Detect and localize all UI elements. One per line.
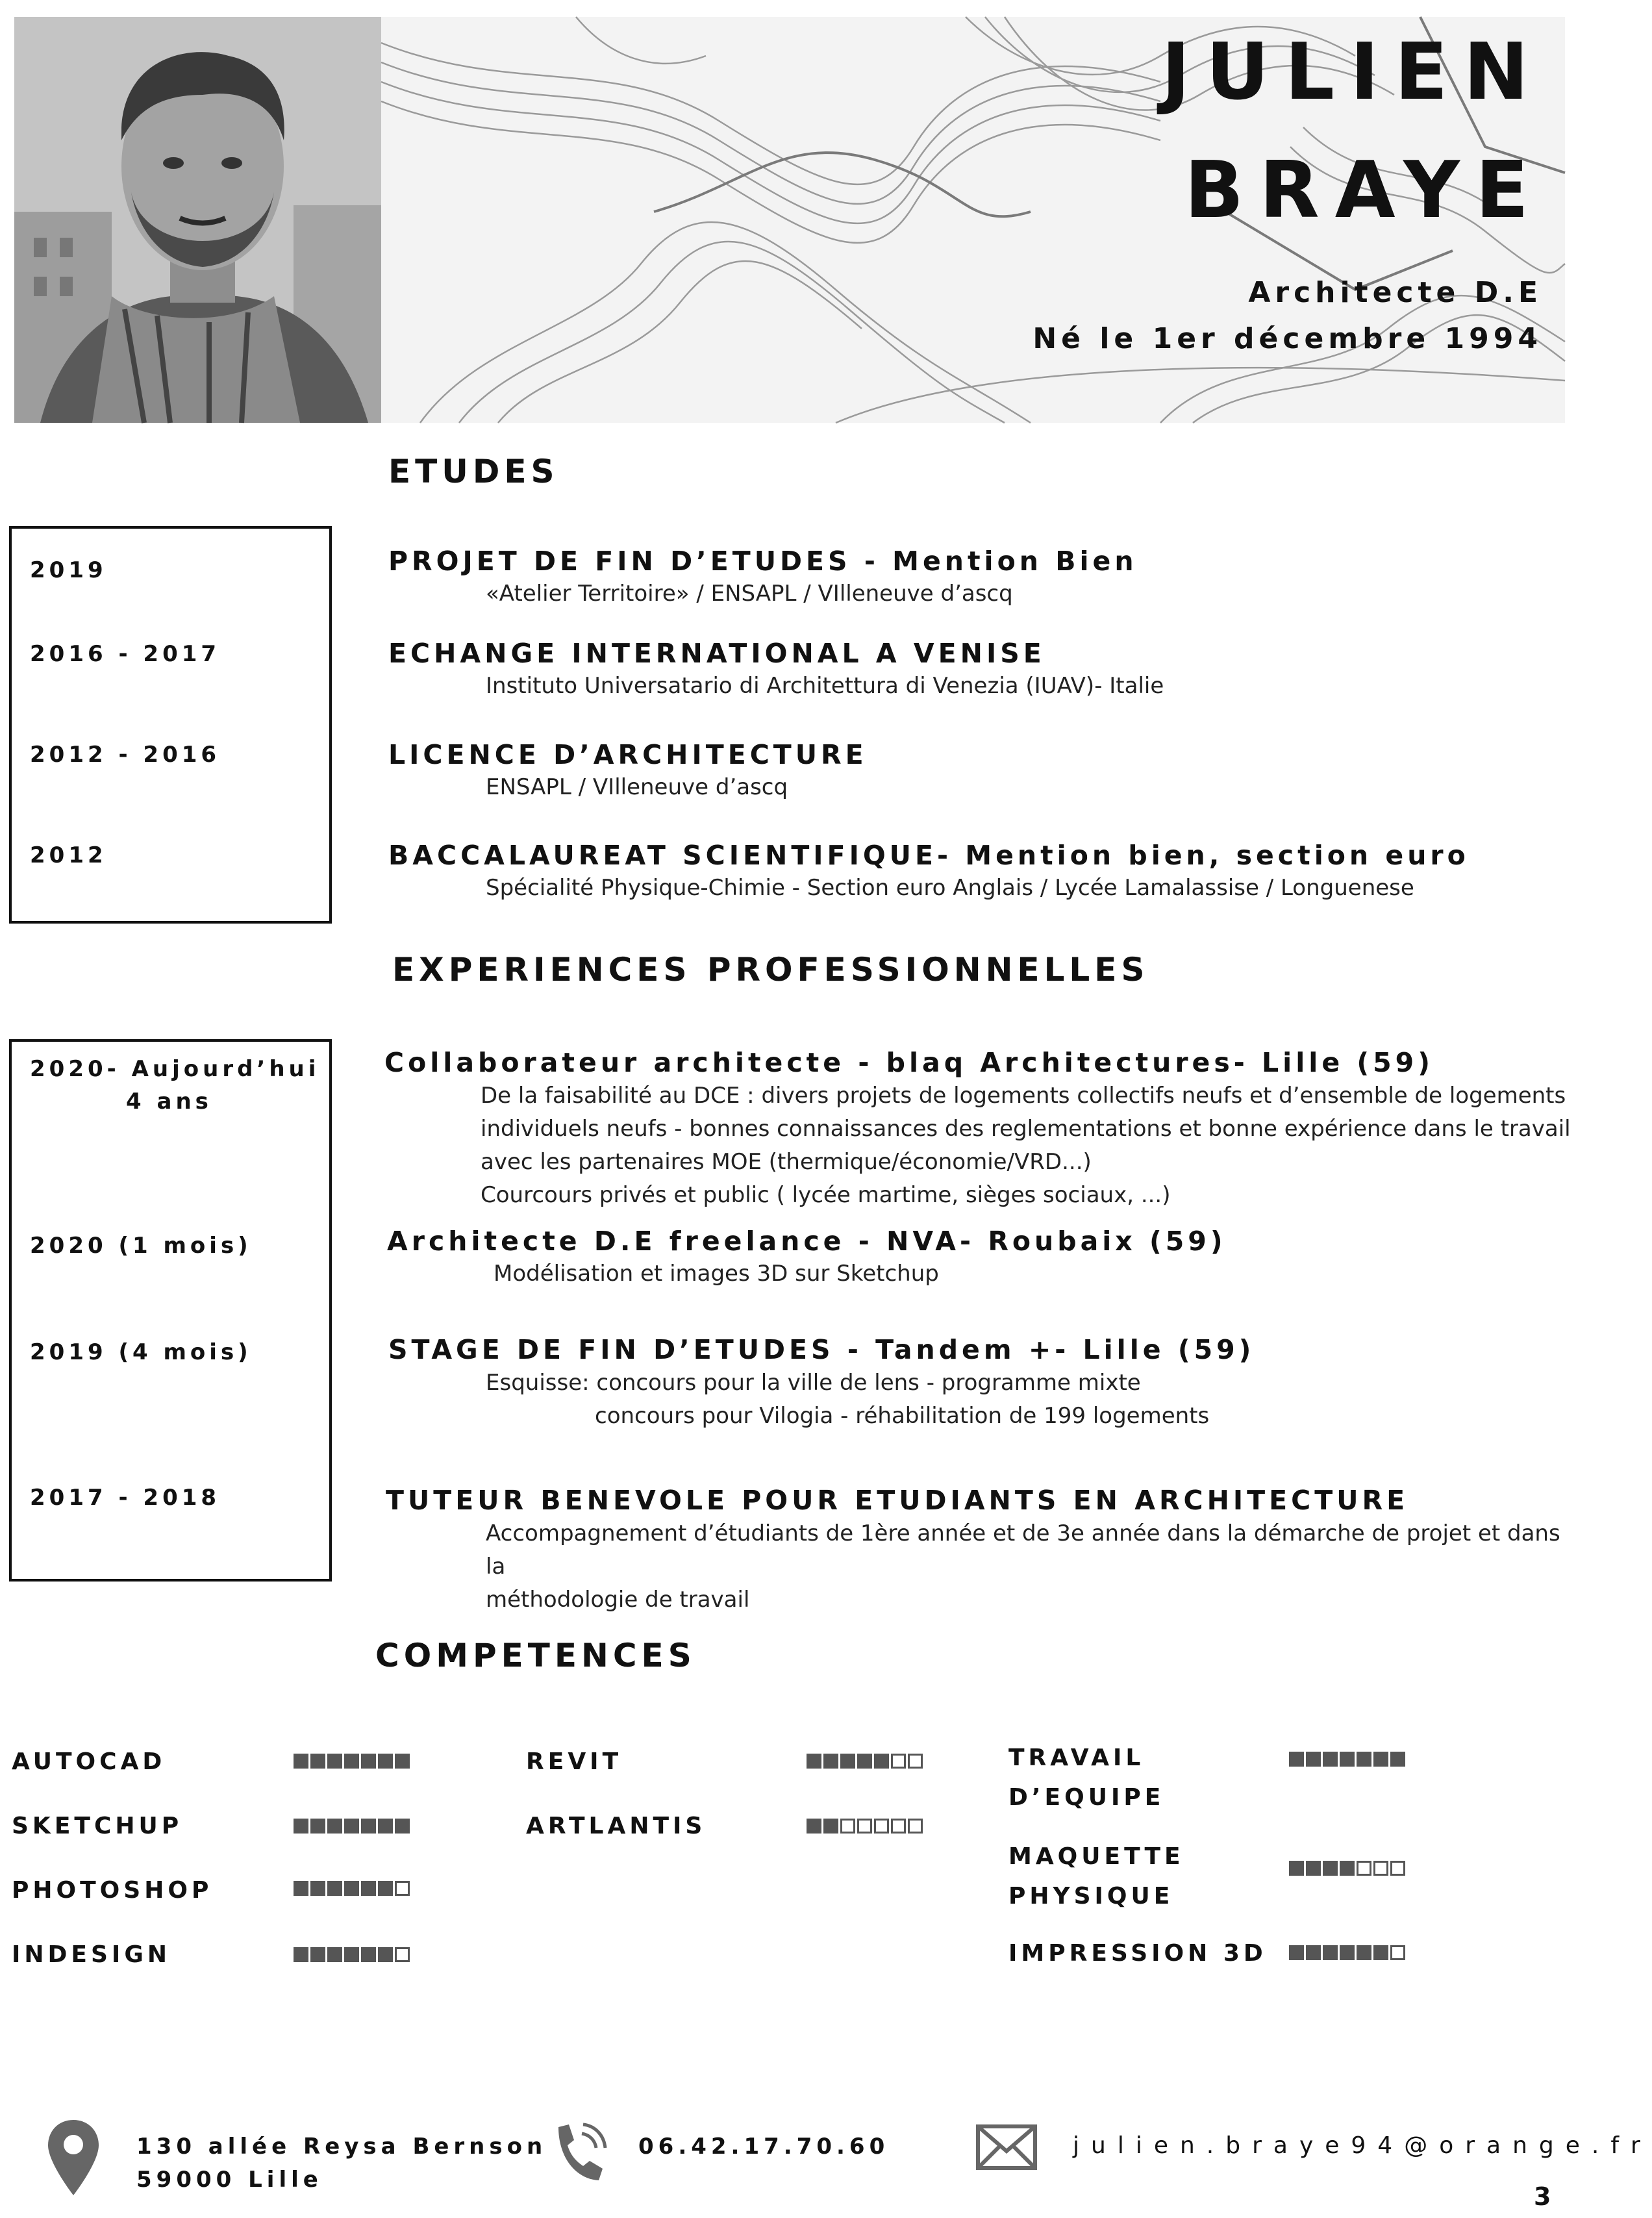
phone-icon: [549, 2121, 608, 2186]
skill-name-line2: PHYSIQUE: [1008, 1883, 1174, 1909]
skill-square-filled: [823, 1754, 838, 1769]
skill-square-filled: [1289, 1945, 1304, 1960]
skill-square-filled: [344, 1819, 359, 1834]
skill-square-filled: [294, 1881, 308, 1896]
section-title-etudes: ETUDES: [388, 453, 559, 490]
etudes-item-desc: Instituto Universatario di Architettura di Venezia (IUAV)- Italie: [486, 673, 1164, 699]
address-line-2: 59000 Lille: [136, 2167, 323, 2193]
skill-level-bar: [807, 1754, 923, 1769]
skill-square-filled: [361, 1947, 376, 1962]
experience-desc-line: Modélisation et images 3D sur Sketchup: [494, 1261, 939, 1287]
skill-square-filled: [1306, 1945, 1321, 1960]
skill-square-filled: [361, 1881, 376, 1896]
skill-square-filled: [1306, 1752, 1321, 1767]
skill-square-empty: [1357, 1861, 1371, 1876]
skill-square-filled: [327, 1881, 342, 1896]
skill-level-bar: [1289, 1861, 1405, 1876]
page-number: 3: [1534, 2182, 1551, 2211]
skill-square-filled: [1357, 1945, 1371, 1960]
skill-square-filled: [1390, 1752, 1405, 1767]
location-pin-icon: [45, 2117, 101, 2198]
skill-square-filled: [310, 1947, 325, 1962]
experience-title: Architecte D.E freelance - NVA- Roubaix (59): [387, 1226, 1227, 1257]
skill-square-filled: [807, 1819, 821, 1834]
skill-square-filled: [294, 1754, 308, 1769]
skill-square-filled: [807, 1754, 821, 1769]
skill-level-bar: [1289, 1752, 1405, 1767]
skill-square-filled: [1340, 1752, 1355, 1767]
experiences-years-box: [9, 1039, 332, 1582]
skill-square-filled: [823, 1819, 838, 1834]
skill-name: PHOTOSHOP: [12, 1877, 213, 1904]
skill-square-empty: [857, 1819, 872, 1834]
etudes-item-title: PROJET DE FIN D’ETUDES - Mention Bien: [388, 546, 1138, 577]
skill-name: TRAVAIL: [1008, 1745, 1145, 1771]
skill-square-filled: [1289, 1861, 1304, 1876]
skill-square-empty: [1390, 1861, 1405, 1876]
skill-square-filled: [327, 1819, 342, 1834]
skill-square-empty: [395, 1947, 410, 1962]
skill-level-bar: [1289, 1945, 1405, 1960]
skill-square-filled: [1340, 1861, 1355, 1876]
experience-desc-line: De la faisabilité au DCE : divers projets de logements collectifs neufs et d’ensemble de logements: [481, 1083, 1566, 1109]
skill-square-filled: [310, 1819, 325, 1834]
skill-name-line2: D’EQUIPE: [1008, 1784, 1165, 1811]
etudes-year: 2019: [30, 557, 107, 583]
experience-year: 2019 (4 mois): [30, 1339, 252, 1365]
email-address: julien.braye94@orange.fr: [1073, 2132, 1652, 2159]
skill-square-empty: [395, 1881, 410, 1896]
experience-desc-line: concours pour Vilogia - réhabilitation de 199 logements: [595, 1403, 1210, 1429]
section-title-competences: COMPETENCES: [375, 1637, 696, 1674]
experience-desc-line: Accompagnement d’étudiants de 1ère année et de 3e année dans la démarche de projet et dans la: [486, 1520, 1560, 1580]
experience-title: STAGE DE FIN D’ETUDES - Tandem +- Lille (59): [388, 1334, 1255, 1365]
skill-square-empty: [908, 1819, 923, 1834]
etudes-item-title: BACCALAUREAT SCIENTIFIQUE- Mention bien, section euro: [388, 840, 1470, 871]
experience-desc: [486, 1367, 1209, 1433]
skill-square-filled: [327, 1754, 342, 1769]
skill-level-bar: [294, 1947, 410, 1962]
skill-square-filled: [294, 1819, 308, 1834]
etudes-item-desc: «Atelier Territoire» / ENSAPL / VIlleneuve d’ascq: [486, 581, 1013, 607]
experience-desc-line: avec les partenaires MOE (thermique/économie/VRD...): [481, 1149, 1092, 1175]
skill-square-filled: [327, 1947, 342, 1962]
envelope-icon: [975, 2124, 1038, 2171]
experience-year: 2020- Aujourd’hui: [30, 1056, 320, 1082]
etudes-year: 2012 - 2016: [30, 742, 221, 768]
skill-square-filled: [294, 1947, 308, 1962]
skill-name: REVIT: [526, 1748, 623, 1775]
skill-square-empty: [840, 1819, 855, 1834]
job-title: Architecte D.E: [1248, 276, 1542, 309]
skill-square-empty: [1390, 1945, 1405, 1960]
experience-desc: [481, 1079, 1571, 1212]
skill-square-filled: [378, 1819, 393, 1834]
etudes-item-desc: ENSAPL / VIlleneuve d’ascq: [486, 774, 788, 800]
skill-square-empty: [908, 1754, 923, 1769]
experience-desc: [494, 1257, 939, 1291]
experience-desc: [486, 1517, 1577, 1617]
skill-square-filled: [361, 1754, 376, 1769]
last-name: BRAYE: [1184, 145, 1544, 236]
skill-level-bar: [294, 1754, 410, 1769]
experience-desc-line: Esquisse: concours pour la ville de lens - programme mixte: [486, 1370, 1141, 1396]
skill-square-filled: [1323, 1945, 1338, 1960]
skill-square-filled: [1373, 1945, 1388, 1960]
section-title-experiences: EXPERIENCES PROFESSIONNELLES: [392, 951, 1149, 989]
skill-square-filled: [395, 1754, 410, 1769]
skill-square-filled: [344, 1754, 359, 1769]
skill-square-filled: [344, 1881, 359, 1896]
skill-square-filled: [857, 1754, 872, 1769]
skill-square-filled: [395, 1819, 410, 1834]
skill-square-empty: [891, 1819, 906, 1834]
skill-square-filled: [1306, 1861, 1321, 1876]
skill-square-filled: [1357, 1752, 1371, 1767]
experience-desc-line: méthodologie de travail: [486, 1587, 750, 1613]
skill-name: ARTLANTIS: [526, 1813, 707, 1839]
experience-title: TUTEUR BENEVOLE POUR ETUDIANTS EN ARCHITECTURE: [386, 1485, 1409, 1516]
skill-level-bar: [294, 1881, 410, 1896]
etudes-item-title: LICENCE D’ARCHITECTURE: [388, 739, 868, 770]
skill-square-filled: [378, 1947, 393, 1962]
experience-year: 2017 - 2018: [30, 1485, 221, 1511]
skill-square-filled: [1373, 1752, 1388, 1767]
skill-name: IMPRESSION 3D: [1008, 1940, 1267, 1967]
etudes-years-box: [9, 526, 332, 924]
skill-square-filled: [874, 1754, 889, 1769]
skill-square-empty: [1373, 1861, 1388, 1876]
experience-desc-line: individuels neufs - bonnes connaissances des reglementations et bonne expérience dans le travail: [481, 1116, 1571, 1142]
skill-name: MAQUETTE: [1008, 1843, 1184, 1870]
etudes-year: 2012: [30, 842, 107, 868]
skill-square-filled: [310, 1754, 325, 1769]
skill-square-filled: [1323, 1752, 1338, 1767]
profile-photo: [14, 17, 381, 423]
skill-square-filled: [840, 1754, 855, 1769]
skill-square-filled: [1323, 1861, 1338, 1876]
skill-name: INDESIGN: [12, 1941, 171, 1968]
first-name: JULIEN: [1161, 27, 1544, 118]
etudes-year: 2016 - 2017: [30, 641, 221, 667]
skill-name: SKETCHUP: [12, 1813, 183, 1839]
experience-year: 2020 (1 mois): [30, 1233, 252, 1259]
skill-square-filled: [378, 1881, 393, 1896]
skill-square-filled: [1340, 1945, 1355, 1960]
skill-square-filled: [361, 1819, 376, 1834]
skill-square-empty: [891, 1754, 906, 1769]
skill-square-filled: [378, 1754, 393, 1769]
skill-square-empty: [874, 1819, 889, 1834]
skill-square-filled: [310, 1881, 325, 1896]
skill-level-bar: [807, 1819, 923, 1834]
experience-desc-line: Courcours privés et public ( lycée martime, sièges sociaux, ...): [481, 1182, 1171, 1208]
phone-number: 06.42.17.70.60: [638, 2134, 890, 2160]
experience-duration: 4 ans: [126, 1089, 212, 1115]
skill-name: AUTOCAD: [12, 1748, 166, 1775]
skill-square-filled: [344, 1947, 359, 1962]
address-line-1: 130 allée Reysa Bernson: [136, 2134, 547, 2160]
skill-level-bar: [294, 1819, 410, 1834]
etudes-item-title: ECHANGE INTERNATIONAL A VENISE: [388, 638, 1045, 669]
etudes-item-desc: Spécialité Physique-Chimie - Section euro Anglais / Lycée Lamalassise / Longuenese: [486, 875, 1414, 901]
birth-date: Né le 1er décembre 1994: [1032, 322, 1542, 355]
experience-title: Collaborateur architecte - blaq Architectures- Lille (59): [384, 1047, 1434, 1078]
skill-square-filled: [1289, 1752, 1304, 1767]
